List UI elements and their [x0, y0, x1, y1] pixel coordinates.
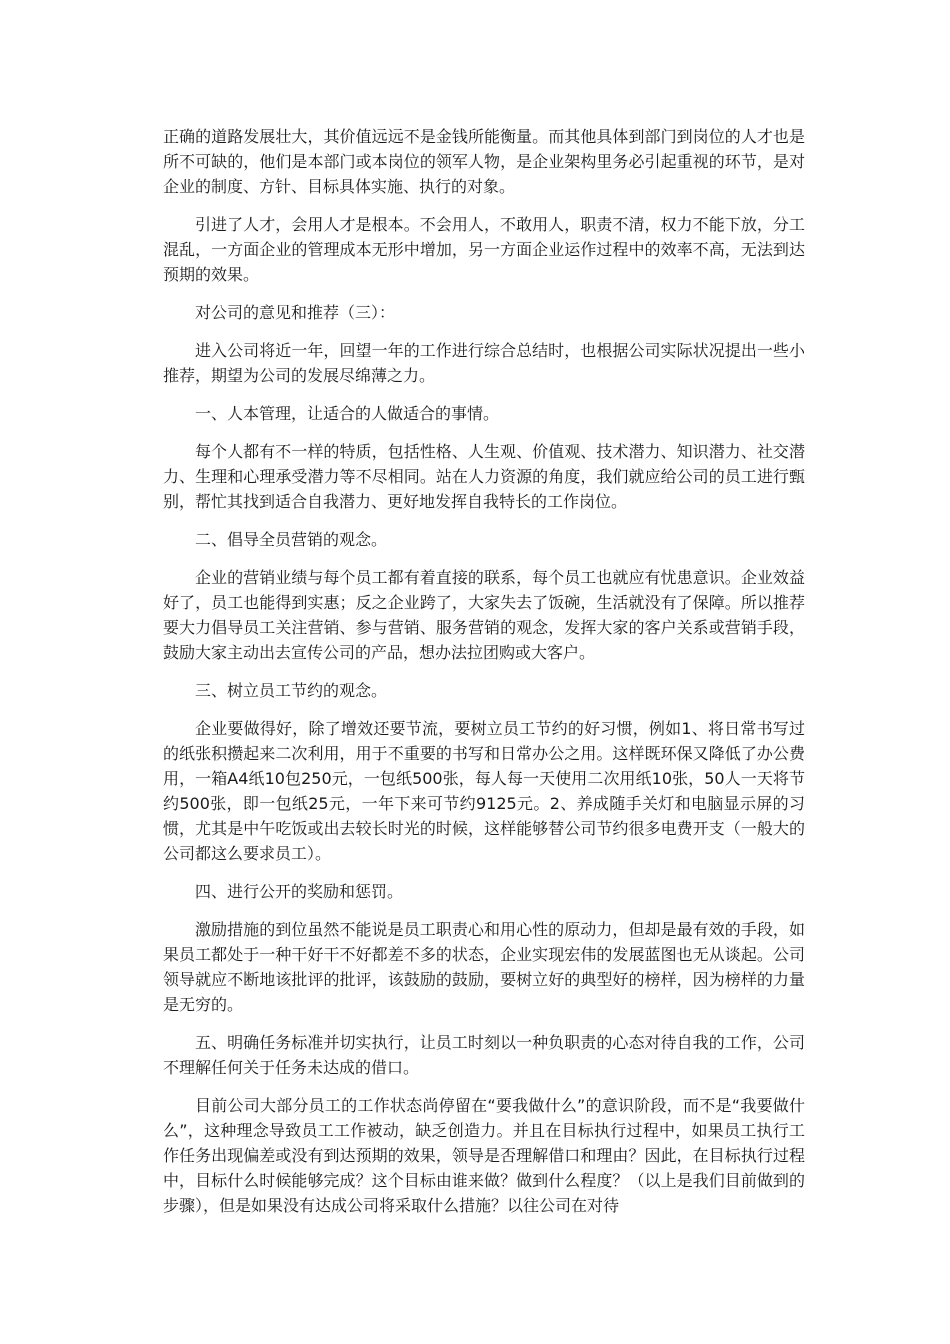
paragraph-all-staff-marketing: 企业的营销业绩与每个员工都有着直接的联系，每个员工也就应有忧患意识。企业效益好了，员工也能得到实惠；反之企业跨了，大家失去了饭碗，生活就没有了保障。所以推荐要大力倡导员工关注营销、参与营销、服务营销的观念，发挥大家的客户关系或营销手段，鼓励大家主动出去宣传公司的产品，想办法拉团购或大客户。 [163, 568, 805, 662]
paragraph-intro: 进入公司将近一年，回望一年的工作进行综合总结时，也根据公司实际状况提出一些小推荐，期望为公司的发展尽绵薄之力。 [163, 341, 805, 385]
paragraph-task-standards: 五、明确任务标准并切实执行，让员工时刻以一种负职责的心态对待自我的工作，公司不理解任何关于任务未达成的借口。 [163, 1033, 805, 1077]
paragraph-talent-value: 正确的道路发展壮大，其价值远远不是金钱所能衡量。而其他具体到部门到岗位的人才也是所不可缺的，他们是本部门或本岗位的领军人物，是企业架构里务必引起重视的环节，是对企业的制度、方针、目标具体实施、执行的对象。 [163, 127, 805, 196]
section-heading-suggestions-three: 对公司的意见和推荐（三）： [195, 303, 396, 322]
paragraph-saving: 企业要做得好，除了增效还要节流，要树立员工节约的好习惯，例如1、将日常书写过的纸张积攒起来二次利用，用于不重要的书写和日常办公之用。这样既环保又降低了办公费用，一箱A4纸10包250元，一包纸500张，每人每一天使用二次用纸10张，50人一天将节约500张，即一包纸25元，一年下来可节约9125元。2、养成随手关灯和电脑显示屏的习惯，尤其是中午吃饭或出去较长时光的时候，这样能够替公司节约很多电费开支（一般大的公司都这么要求员工）。 [163, 719, 805, 863]
heading-saving: 三、树立员工节约的观念。 [195, 681, 388, 700]
paragraph-rewards-penalties: 激励措施的到位虽然不能说是员工职责心和用心性的原动力，但却是最有效的手段，如果员工都处于一种干好干不好都差不多的状态，企业实现宏伟的发展蓝图也无从谈起。公司领导就应不断地该批评的批评，该鼓励的鼓励，要树立好的典型好的榜样，因为榜样的力量是无穷的。 [163, 920, 805, 1014]
heading-people-management: 一、人本管理，让适合的人做适合的事情。 [195, 404, 500, 423]
heading-rewards-penalties: 四、进行公开的奖励和惩罚。 [195, 882, 404, 901]
paragraph-work-state: 目前公司大部分员工的工作状态尚停留在“要我做什么”的意识阶段，而不是“我要做什么”，这种理念导致员工工作被动，缺乏创造力。并且在目标执行过程中，如果员工执行工作任务出现偏差或没有到达预期的效果，领导是否理解借口和理由？因此，在目标执行过程中，目标什么时候能够完成？这个目标由谁来做？做到什么程度？（以上是我们目前做到的步骤），但是如果没有达成公司将采取什么措施？以往公司在对待 [163, 1096, 805, 1215]
heading-all-staff-marketing: 二、倡导全员营销的观念。 [195, 530, 388, 549]
paragraph-people-management: 每个人都有不一样的特质，包括性格、人生观、价值观、技术潜力、知识潜力、社交潜力、生理和心理承受潜力等不尽相同。站在人力资源的角度，我们就应给公司的员工进行甄别，帮忙其找到适合自我潜力、更好地发挥自我特长的工作岗位。 [163, 442, 805, 511]
document-page [163, 124, 805, 1231]
paragraph-use-talent: 引进了人才，会用人才是根本。不会用人，不敢用人，职责不清，权力不能下放，分工混乱，一方面企业的管理成本无形中增加，另一方面企业运作过程中的效率不高，无法到达预期的效果。 [163, 215, 805, 284]
